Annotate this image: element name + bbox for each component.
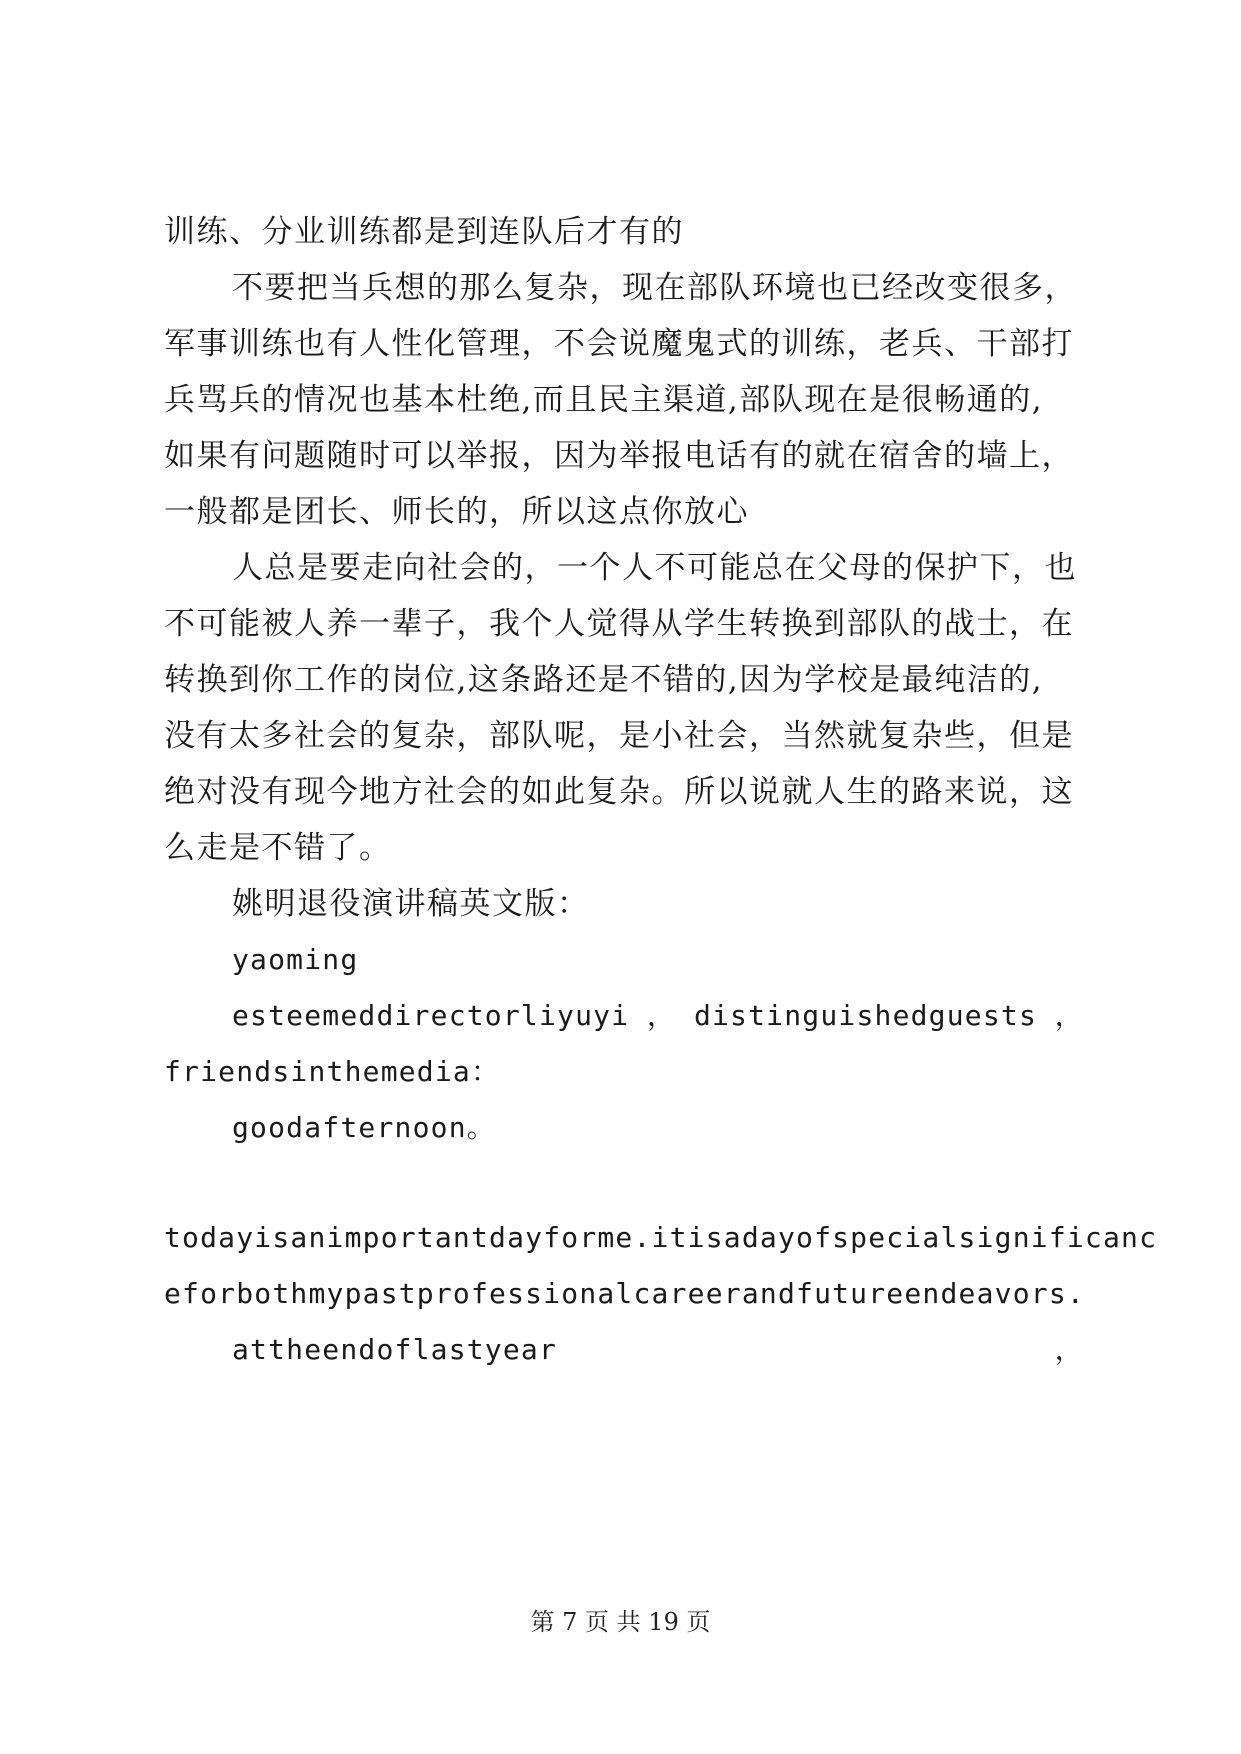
paragraph-line: todayisanimportantdayforme.itisadayofspecialsignificanc [164,1221,1158,1254]
spread-line [232,996,1084,1036]
paragraph-line: 么走是不错了。 [164,830,392,866]
paragraph-line: 人总是要走向社会的，一个人不可能总在父母的保护下，也 [232,550,1077,586]
paragraph-line: 转换到你工作的岗位,这条路还是不错的,因为学校是最纯洁的, [164,662,1044,698]
paragraph-line: goodafternoon。 [232,1111,496,1144]
paragraph-line: 没有太多社会的复杂，部队呢，是小社会，当然就复杂些，但是 [164,718,1074,754]
paragraph-line: 如果有问题随时可以举报，因为举报电话有的就在宿舍的墙上， [164,438,1074,474]
text-fragment: ， [647,999,677,1032]
text-fragment: ， [1054,1333,1084,1366]
paragraph-line: 兵骂兵的情况也基本杜绝,而且民主渠道,部队现在是很畅通的, [164,382,1044,418]
paragraph-line: eforbothmypastprofessionalcareerandfutureendeavors. [164,1277,1085,1310]
paragraph-line: 军事训练也有人性化管理，不会说魔鬼式的训练，老兵、干部打 [164,326,1074,362]
text-fragment: esteemeddirectorliyuyi [232,999,630,1032]
text-fragment: distinguishedguests [693,999,1038,1032]
text-fragment: attheendoflastyear [232,1333,558,1366]
paragraph-line: 不要把当兵想的那么复杂，现在部队环境也已经改变很多， [232,270,1077,306]
paragraph-line: 训练、分业训练都是到连队后才有的 [164,214,684,250]
paragraph-line: friendsinthemedia： [164,1055,501,1088]
paragraph-line: 不可能被人养一辈子，我个人觉得从学生转换到部队的战士，在 [164,606,1074,642]
section-heading: 姚明退役演讲稿英文版： [232,886,590,922]
paragraph-line: yaoming [232,943,359,976]
spread-line [232,1330,1084,1370]
text-fragment: ， [1054,999,1084,1032]
paragraph-line: 绝对没有现今地方社会的如此复杂。所以说就人生的路来说，这 [164,774,1074,810]
paragraph-line: 一般都是团长、师长的，所以这点你放心 [164,494,749,530]
page-number-footer: 第 7 页 共 19 页 [530,1608,711,1636]
